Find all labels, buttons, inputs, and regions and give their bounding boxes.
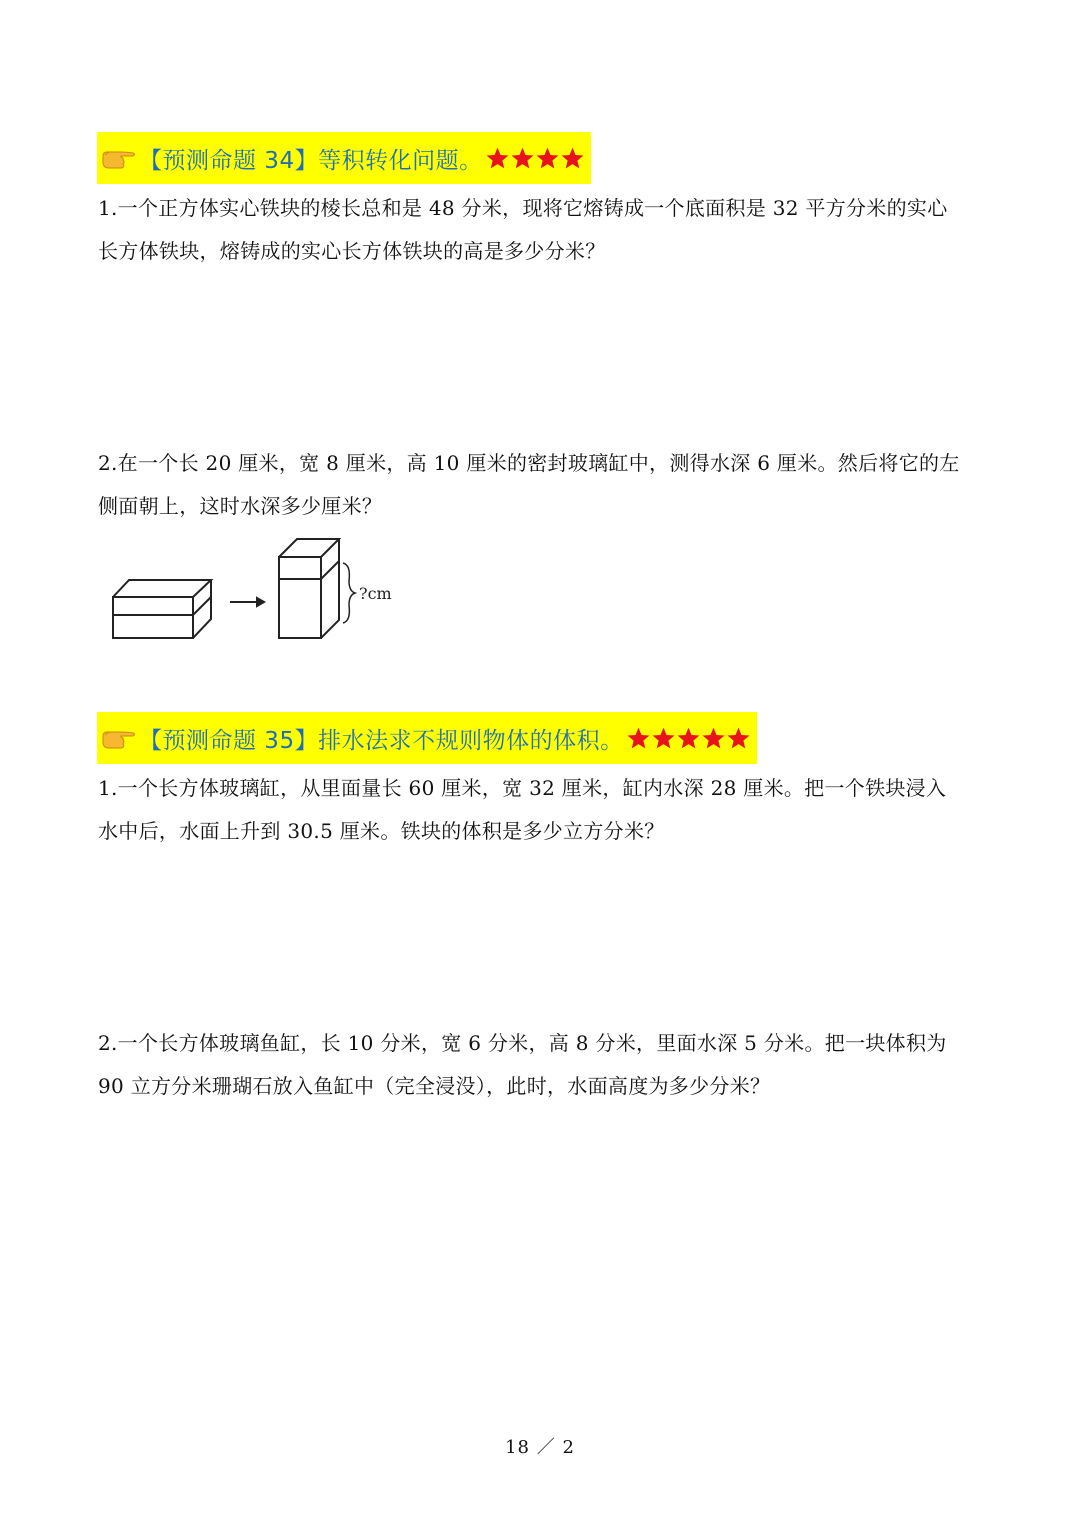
- question-35-1: [98, 767, 988, 853]
- star-rating: [485, 146, 585, 171]
- question-35-2: [98, 1022, 988, 1108]
- horizontal-tank-shape: [113, 580, 211, 638]
- question-line: 2.在一个长 20 厘米，宽 8 厘米，高 10 厘米的密封玻璃缸中，测得水深 6 厘米。然后将它的左: [98, 451, 960, 475]
- question-line: 1.一个长方体玻璃缸，从里面量长 60 厘米，宽 32 厘米，缸内水深 28 厘米。把一个铁块浸入: [98, 776, 947, 800]
- figure-label: ?cm: [359, 584, 392, 603]
- question-line: 1.一个正方体实心铁块的棱长总和是 48 分米，现将它熔铸成一个底面积是 32 平方分米的实心: [98, 196, 948, 220]
- star-icon: [626, 726, 651, 751]
- question-line: 90 立方分米珊瑚石放入鱼缸中（完全浸没），此时，水面高度为多少分米？: [98, 1074, 771, 1098]
- question-34-1: [98, 187, 988, 273]
- star-icon: [651, 726, 676, 751]
- tank-rotation-diagram: [105, 535, 415, 645]
- star-icon: [726, 726, 751, 751]
- arrow-icon: [230, 598, 264, 606]
- star-icon: [510, 146, 535, 171]
- section-heading-35: [97, 712, 757, 764]
- star-rating: [626, 726, 751, 751]
- star-icon: [485, 146, 510, 171]
- page-number: 18 ／ 2: [505, 1437, 575, 1458]
- section-title: 【预测命题 35】排水法求不规则物体的体积。: [139, 727, 624, 754]
- star-icon: [701, 726, 726, 751]
- question-line: 水中后，水面上升到 30.5 厘米。铁块的体积是多少立方分米？: [98, 819, 665, 843]
- section-title: 【预测命题 34】等积转化问题。: [139, 147, 483, 174]
- star-icon: [560, 146, 585, 171]
- brace-icon: [343, 563, 355, 623]
- vertical-tank-shape: [279, 539, 339, 638]
- section-heading-34: [97, 132, 591, 184]
- pointing-hand-icon: [101, 722, 137, 754]
- question-line: 长方体铁块，熔铸成的实心长方体铁块的高是多少分米？: [98, 239, 606, 263]
- question-34-2: [98, 442, 988, 528]
- star-icon: [676, 726, 701, 751]
- star-icon: [535, 146, 560, 171]
- question-line: 侧面朝上，这时水深多少厘米？: [98, 494, 383, 518]
- pointing-hand-icon: [101, 142, 137, 174]
- question-line: 2.一个长方体玻璃鱼缸，长 10 分米，宽 6 分米，高 8 分米，里面水深 5 分米。把一块体积为: [98, 1031, 947, 1055]
